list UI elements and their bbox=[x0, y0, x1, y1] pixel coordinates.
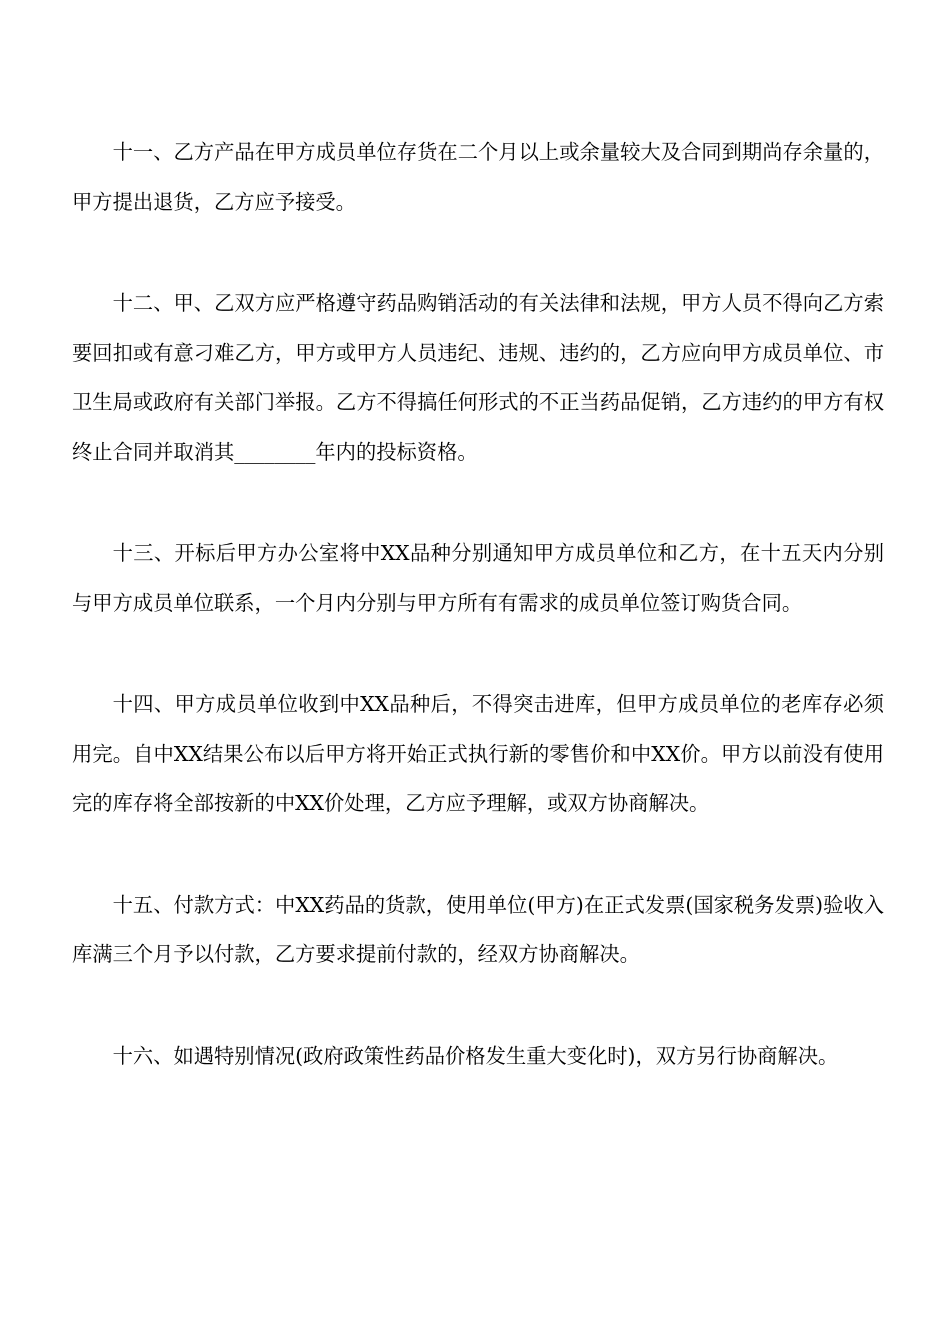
clause-12: 十二、甲、乙双方应严格遵守药品购销活动的有关法律和法规，甲方人员不得向乙方索要回扣或有意刁难乙方，甲方或甲方人员违纪、违规、违约的，乙方应向甲方成员单位、市卫生局或政府有关部门举报。乙方不得搞任何形式的不正当药品促销，乙方违约的甲方有权终止合同并取消其________年内的投标资格。 bbox=[72, 291, 884, 464]
clause-15: 十五、付款方式：中XX药品的货款，使用单位(甲方)在正式发票(国家税务发票)验收入库满三个月予以付款，乙方要求提前付款的，经双方协商解决。 bbox=[72, 892, 884, 966]
document-body bbox=[72, 128, 884, 1133]
clause-14: 十四、甲方成员单位收到中XX品种后，不得突击进库，但甲方成员单位的老库存必须用完。自中XX结果公布以后甲方将开始正式执行新的零售价和中XX价。甲方以前没有使用完的库存将全部按新的中XX价处理，乙方应予理解，或双方协商解决。 bbox=[72, 692, 884, 815]
clause-16: 十六、如遇特别情况(政府政策性药品价格发生重大变化时)，双方另行协商解决。 bbox=[112, 1043, 839, 1068]
clause-11: 十一、乙方产品在甲方成员单位存货在二个月以上或余量较大及合同到期尚存余量的，甲方提出退货，乙方应予接受。 bbox=[72, 140, 884, 214]
clause-13: 十三、开标后甲方办公室将中XX品种分别通知甲方成员单位和乙方，在十五天内分别与甲方成员单位联系，一个月内分别与甲方所有有需求的成员单位签订购货合同。 bbox=[72, 541, 884, 615]
